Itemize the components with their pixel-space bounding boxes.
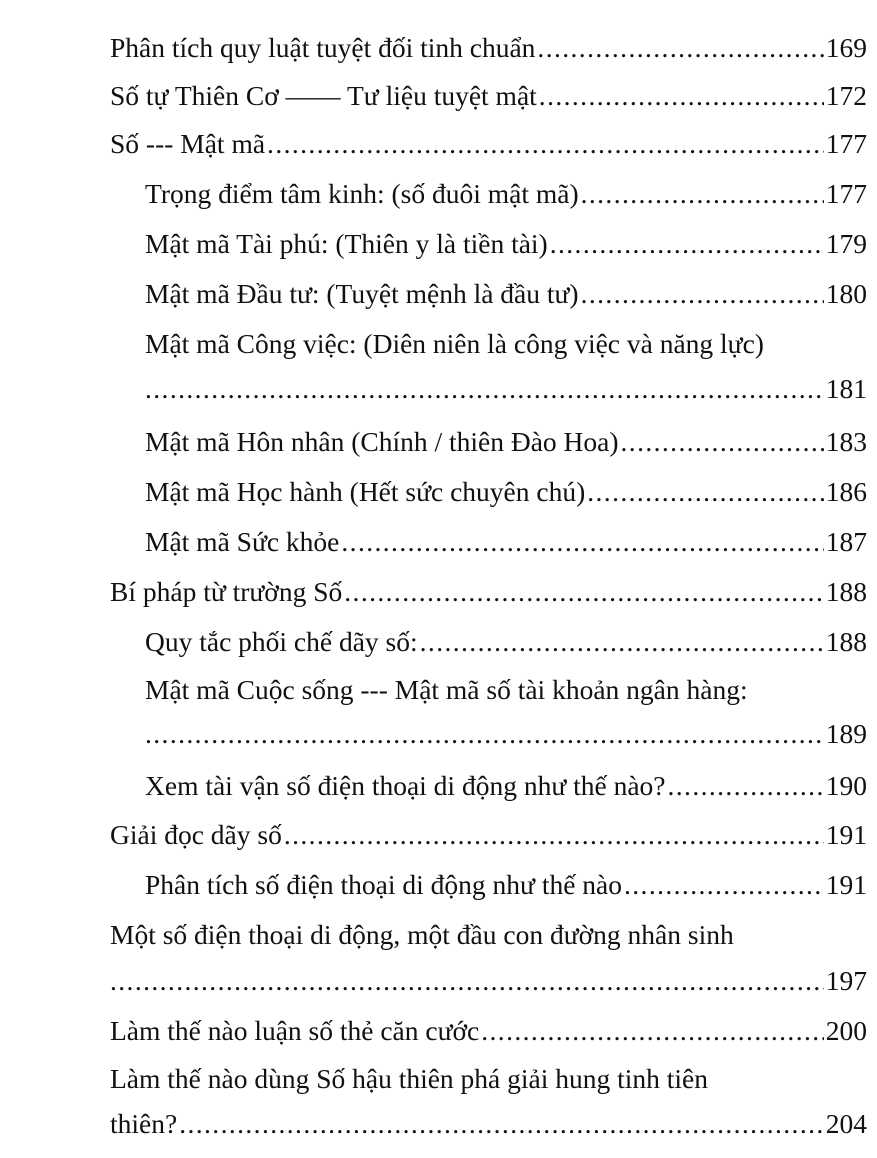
toc-entry-page: 197 <box>825 965 867 996</box>
toc-entry-title: Một số điện thoại di động, một đầu con đường nhân sinh <box>110 919 734 950</box>
toc-entry[interactable] <box>0 170 877 218</box>
toc-entry-page: 190 <box>825 770 867 801</box>
toc-entry-title: Bí pháp từ trường Số <box>110 576 343 607</box>
toc-entry-title: Làm thế nào luận số thẻ căn cước <box>110 1015 480 1046</box>
toc-entry[interactable] <box>0 811 877 859</box>
dot-leader <box>145 714 824 754</box>
dot-leader <box>624 865 824 905</box>
toc-entry[interactable] <box>0 72 877 120</box>
dot-leader <box>267 124 824 164</box>
toc-entry-title: Mật mã Sức khỏe <box>145 526 340 557</box>
toc-entry-title: Quy tắc phối chế dãy số: <box>145 626 418 657</box>
toc-entry-page: 188 <box>825 626 867 657</box>
toc-entry-title: Mật mã Đầu tư: (Tuyệt mệnh là đầu tư) <box>145 278 579 309</box>
toc-entry-title: Giải đọc dãy số <box>110 819 282 850</box>
toc-entry[interactable] <box>0 618 877 666</box>
dot-leader <box>145 369 824 409</box>
dot-leader <box>420 622 824 662</box>
dot-leader <box>179 1104 824 1144</box>
toc-entry-page: 204 <box>825 1108 867 1139</box>
toc-entry-page: 172 <box>825 80 867 111</box>
toc-entry-page: 186 <box>825 476 867 507</box>
toc-entry-title: Phân tích quy luật tuyệt đối tinh chuẩn <box>110 32 536 63</box>
toc-entry-title: Phân tích số điện thoại di động như thế nào <box>145 869 622 900</box>
dot-leader <box>668 766 824 806</box>
toc-entry-page: 191 <box>825 819 867 850</box>
dot-leader <box>539 76 824 116</box>
toc-entry-title: Số tự Thiên Cơ —— Tư liệu tuyệt mật <box>110 80 537 111</box>
toc-entry-page: 177 <box>825 178 867 209</box>
dot-leader <box>284 815 824 855</box>
dot-leader <box>587 472 824 512</box>
toc-entry[interactable] <box>0 568 877 616</box>
dot-leader <box>550 224 824 264</box>
toc-entry-page: 191 <box>825 869 867 900</box>
dot-leader <box>341 522 823 562</box>
toc-entry[interactable] <box>0 861 877 909</box>
toc-entry-page: 187 <box>825 526 867 557</box>
toc-entry-title: Số --- Mật mã <box>110 128 266 159</box>
toc-entry[interactable] <box>0 666 877 762</box>
toc-entry-page: 180 <box>825 278 867 309</box>
toc-entry[interactable] <box>0 320 877 416</box>
dot-leader <box>621 422 824 462</box>
toc-entry-title: Mật mã Hôn nhân (Chính / thiên Đào Hoa) <box>145 426 619 457</box>
toc-entry-title: Mật mã Học hành (Hết sức chuyên chú) <box>145 476 586 507</box>
toc-entry-title: Trọng điểm tâm kinh: (số đuôi mật mã) <box>145 178 579 209</box>
toc-entry-title: Mật mã Tài phú: (Thiên y là tiền tài) <box>145 228 548 259</box>
toc-entry[interactable] <box>0 911 877 1007</box>
dot-leader <box>344 572 823 612</box>
toc-entry-title: Làm thế nào dùng Số hậu thiên phá giải hung tinh tiên <box>110 1063 709 1094</box>
toc-entry-title: Xem tài vận số điện thoại di động như thế nào? <box>145 770 666 801</box>
toc-entry-page: 177 <box>825 128 867 159</box>
toc-entry-page: 200 <box>825 1015 867 1046</box>
toc-entry-page: 188 <box>825 576 867 607</box>
toc-entry[interactable] <box>0 418 877 466</box>
toc-entry-page: 169 <box>825 32 867 63</box>
toc-entry[interactable] <box>0 468 877 516</box>
toc-entry-title: Mật mã Công việc: (Diên niên là công việc và năng lực) <box>145 328 764 359</box>
toc-entry-title: Mật mã Cuộc sống --- Mật mã số tài khoản ngân hàng: <box>145 674 748 705</box>
toc-entry[interactable] <box>0 120 877 168</box>
toc-entry[interactable] <box>0 1055 877 1151</box>
toc-entry-page: 183 <box>825 426 867 457</box>
toc-entry[interactable] <box>0 1007 877 1055</box>
dot-leader <box>481 1011 824 1051</box>
toc-entry[interactable] <box>0 518 877 566</box>
toc-entry[interactable] <box>0 762 877 810</box>
toc-entry-title-continuation: thiên? <box>110 1108 178 1139</box>
toc-entry-page: 179 <box>825 228 867 259</box>
toc-entry[interactable] <box>0 24 877 72</box>
dot-leader <box>537 28 823 68</box>
dot-leader <box>581 174 824 214</box>
toc-entry[interactable] <box>0 270 877 318</box>
toc-entry-page: 189 <box>825 718 867 749</box>
toc-entry[interactable] <box>0 220 877 268</box>
dot-leader <box>581 274 824 314</box>
dot-leader <box>110 961 824 1001</box>
toc-entry-page: 181 <box>825 373 867 404</box>
